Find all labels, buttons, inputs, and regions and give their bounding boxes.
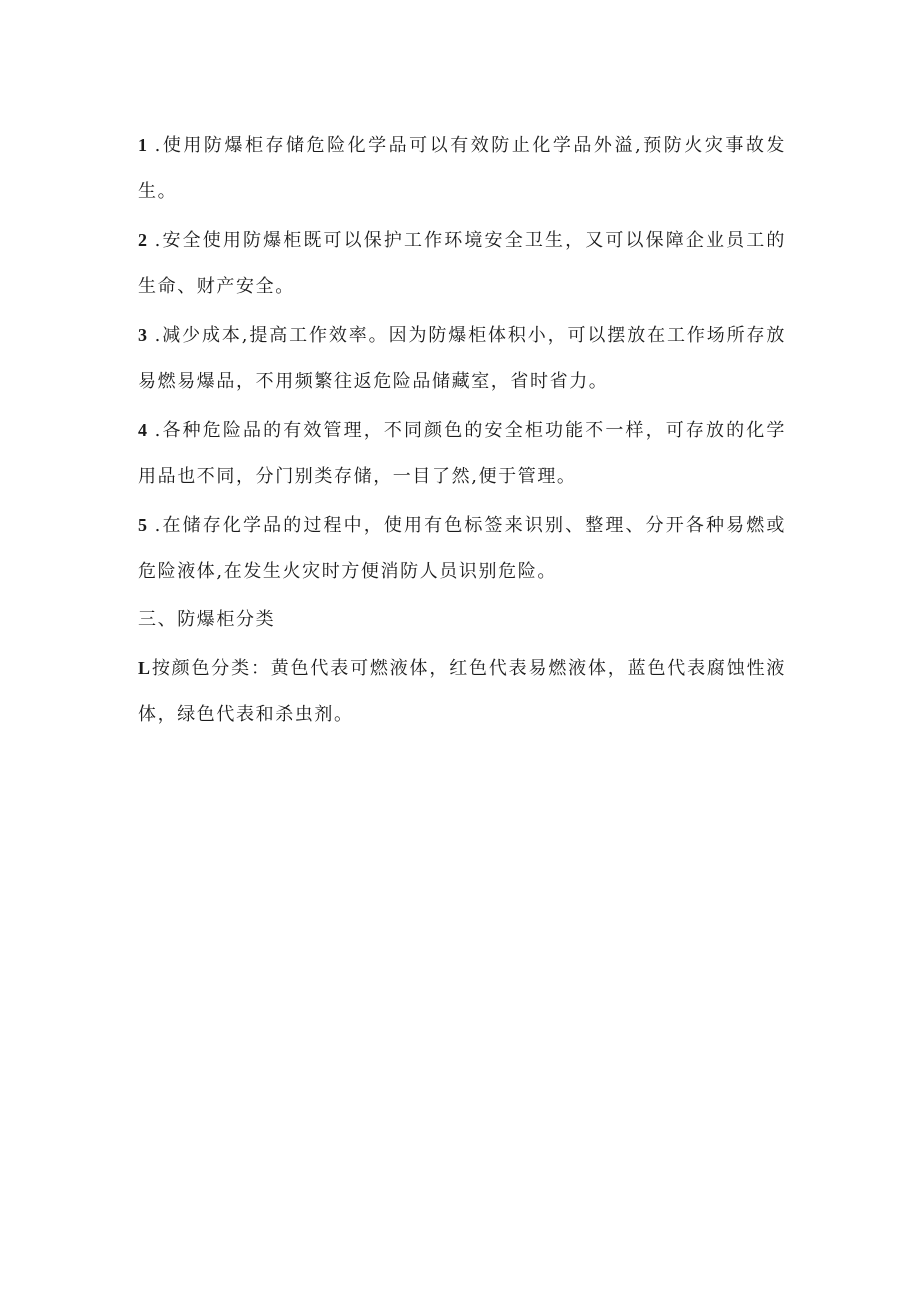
list-item-text: .使用防爆柜存储危险化学品可以有效防止化学品外溢,预防火灾事故发生。 [138,135,786,202]
list-item-text: .安全使用防爆柜既可以保护工作环境安全卫生，又可以保障企业员工的生命、财产安全。 [138,230,786,297]
list-item-number: 2 [138,230,149,250]
list-item-number: 1 [138,135,149,155]
document-body [138,122,786,740]
list-item-text: .在储存化学品的过程中，使用有色标签来识别、整理、分开各种易燃或危险液体,在发生火灾时方便消防人员识别危险。 [138,515,786,582]
classification-prefix: L [138,658,152,678]
list-item-4 [138,407,786,500]
list-item-number: 4 [138,420,149,440]
list-item-3 [138,312,786,405]
list-item-1 [138,122,786,215]
list-item-number: 5 [138,515,149,535]
list-item-number: 3 [138,325,149,345]
classification-paragraph [138,645,786,738]
list-item-text: .减少成本,提高工作效率。因为防爆柜体积小，可以摆放在工作场所存放易燃易爆品，不用频繁往返危险品储藏室，省时省力。 [138,325,786,392]
list-item-text: .各种危险品的有效管理，不同颜色的安全柜功能不一样，可存放的化学用品也不同，分门别类存储，一目了然,便于管理。 [138,420,786,487]
list-item-5 [138,502,786,595]
classification-text: 按颜色分类：黄色代表可燃液体，红色代表易燃液体，蓝色代表腐蚀性液体，绿色代表和杀虫剂。 [138,658,786,725]
list-item-2 [138,217,786,310]
section-heading: 三、防爆柜分类 [138,609,276,630]
